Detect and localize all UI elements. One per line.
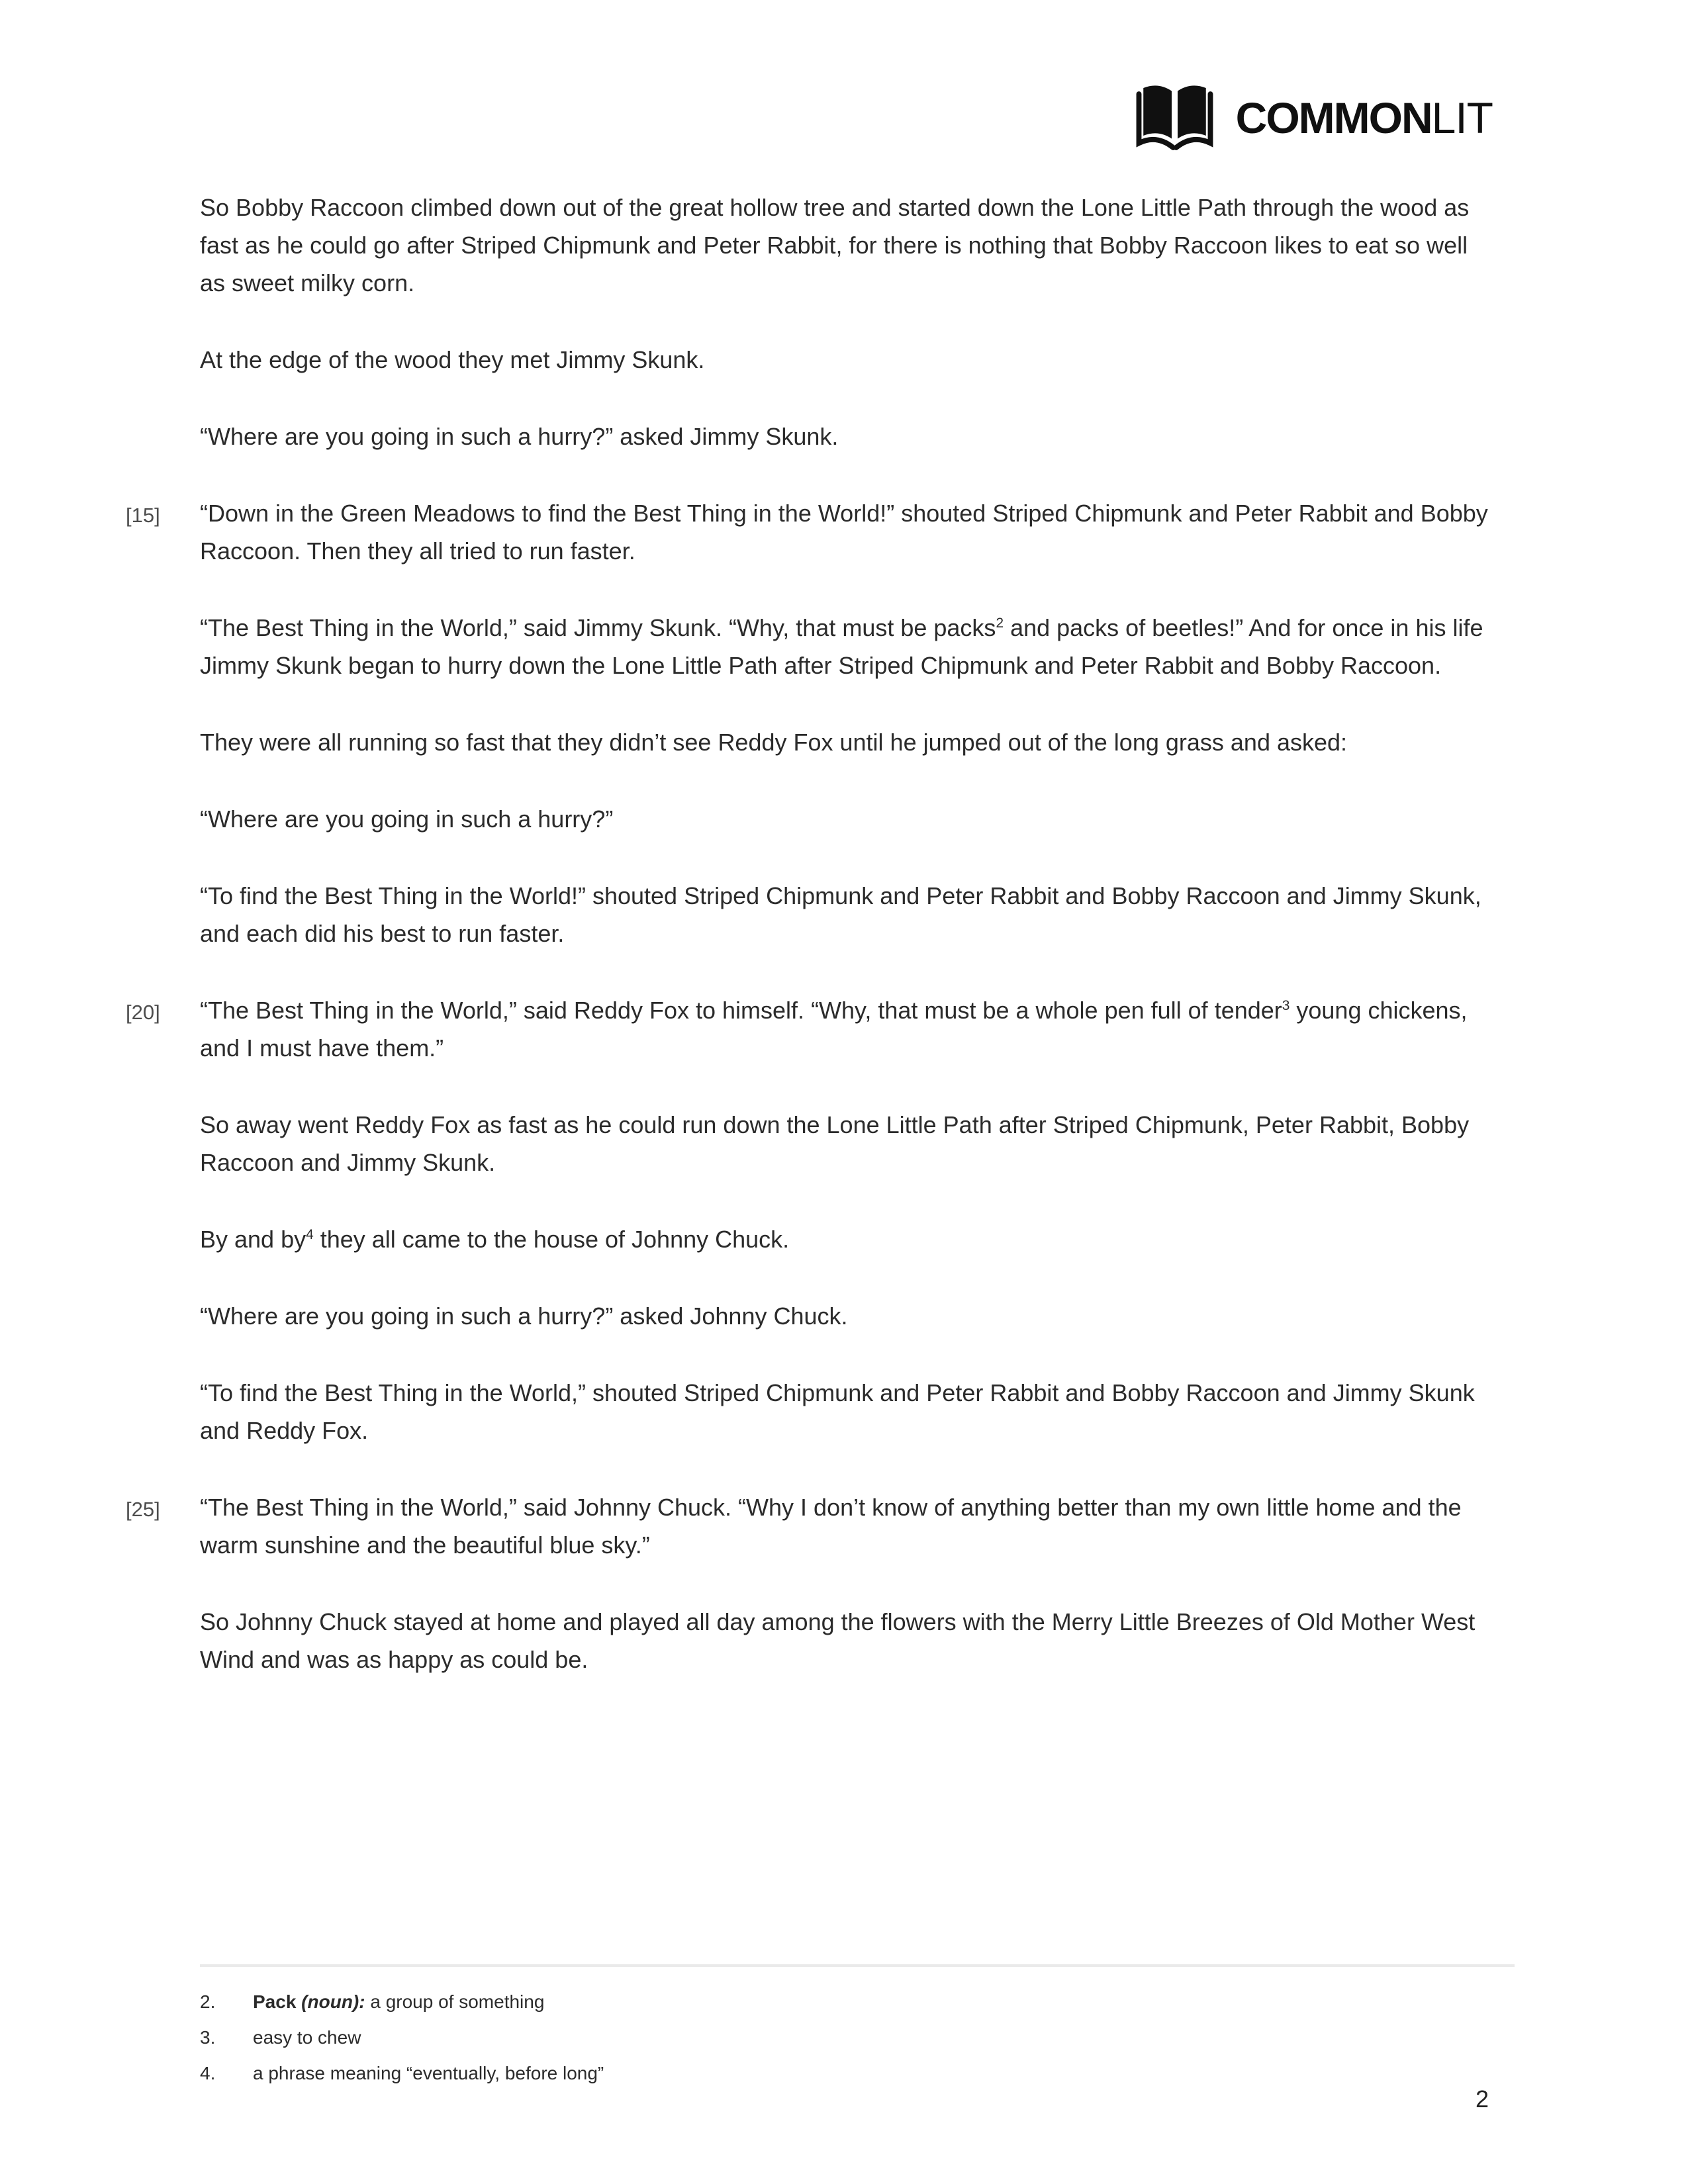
footnote-number: 2. [200, 1991, 216, 2012]
footnotes-list [200, 1967, 1515, 2091]
page-number: 2 [1475, 2085, 1489, 2113]
footnote-text: easy to chew [253, 2027, 361, 2048]
footnote-reference: 2 [996, 615, 1004, 631]
paragraph: They were all running so fast that they didn’t see Reddy Fox until he jumped out of the long grass and asked: [200, 729, 1348, 756]
paragraph: “To find the Best Thing in the World!” shouted Striped Chipmunk and Peter Rabbit and Bobby Raccoon and Jimmy Skunk, and each did his best to run faster. [200, 882, 1481, 947]
paragraph: So away went Reddy Fox as fast as he could run down the Lone Little Path after Striped Chipmunk, Peter Rabbit, Bobby Raccoon and Jimmy Skunk. [200, 1111, 1470, 1176]
footnotes-section [200, 1964, 1515, 2091]
footnote-item [200, 2020, 1515, 2056]
paragraph-number: [15] [126, 504, 160, 527]
logo-wordmark [1236, 93, 1493, 143]
paragraph: “Where are you going in such a hurry?” [200, 805, 614, 833]
footnote-text: a phrase meaning “eventually, before long” [253, 2063, 604, 2083]
paragraph-number: [20] [126, 1001, 160, 1024]
paragraph: “The Best Thing in the World,” said Jimmy Skunk. “Why, that must be packs$^2$ and packs of beetles!” And for once in his life Jimmy Skunk began to hurry down the Lone Little Path after Striped Chipmunk and Peter Rabbit and Bobby Raccoon. [200, 614, 1483, 679]
passage [126, 189, 1493, 1717]
logo-text-lit: LIT [1431, 93, 1493, 142]
commonlit-logo [1136, 83, 1493, 152]
footnote-item [200, 2056, 1515, 2091]
footnote-number: 3. [200, 2027, 216, 2048]
paragraph: So Johnny Chuck stayed at home and played all day among the flowers with the Merry Little Breezes of Old Mother West Wind and was as happy as could be. [200, 1608, 1476, 1673]
paragraph: At the edge of the wood they met Jimmy Skunk. [200, 346, 705, 373]
paragraph: [25] “The Best Thing in the World,” said Johnny Chuck. “Why I don’t know of anything better than my own little home and the warm sunshine and the beautiful blue sky.” [200, 1488, 1493, 1564]
open-book-icon [1136, 83, 1213, 152]
footnote-reference: 3 [1282, 998, 1290, 1013]
paragraph: “Where are you going in such a hurry?” asked Johnny Chuck. [200, 1302, 848, 1330]
paragraph: By and by$^4$ they all came to the house of Johnny Chuck. [200, 1226, 790, 1253]
paragraph: [20] “The Best Thing in the World,” said Reddy Fox to himself. “Why, that must be a whole pen full of tender$^3$ young chickens, and I must have them.” [200, 991, 1493, 1067]
logo-text-common: COMMON [1235, 93, 1432, 142]
footnote-number: 4. [200, 2063, 216, 2083]
footnote-item [200, 1984, 1515, 2020]
paragraph-number: [25] [126, 1498, 160, 1521]
footnote-reference: 4 [306, 1227, 314, 1242]
paragraph: “Where are you going in such a hurry?” asked Jimmy Skunk. [200, 423, 839, 450]
paragraph: [15] “Down in the Green Meadows to find the Best Thing in the World!” shouted Striped Chipmunk and Peter Rabbit and Bobby Raccoon. Then they all tried to run faster. [200, 494, 1493, 570]
footnote-text: Pack (noun): a group of something [253, 1991, 545, 2012]
paragraph: “To find the Best Thing in the World,” shouted Striped Chipmunk and Peter Rabbit and Bobby Raccoon and Jimmy Skunk and Reddy Fox. [200, 1379, 1475, 1444]
paragraph: So Bobby Raccoon climbed down out of the great hollow tree and started down the Lone Little Path through the wood as fast as he could go after Striped Chipmunk and Peter Rabbit, for there is nothing that Bobby Raccoon likes to eat so well as sweet milky corn. [200, 194, 1470, 296]
